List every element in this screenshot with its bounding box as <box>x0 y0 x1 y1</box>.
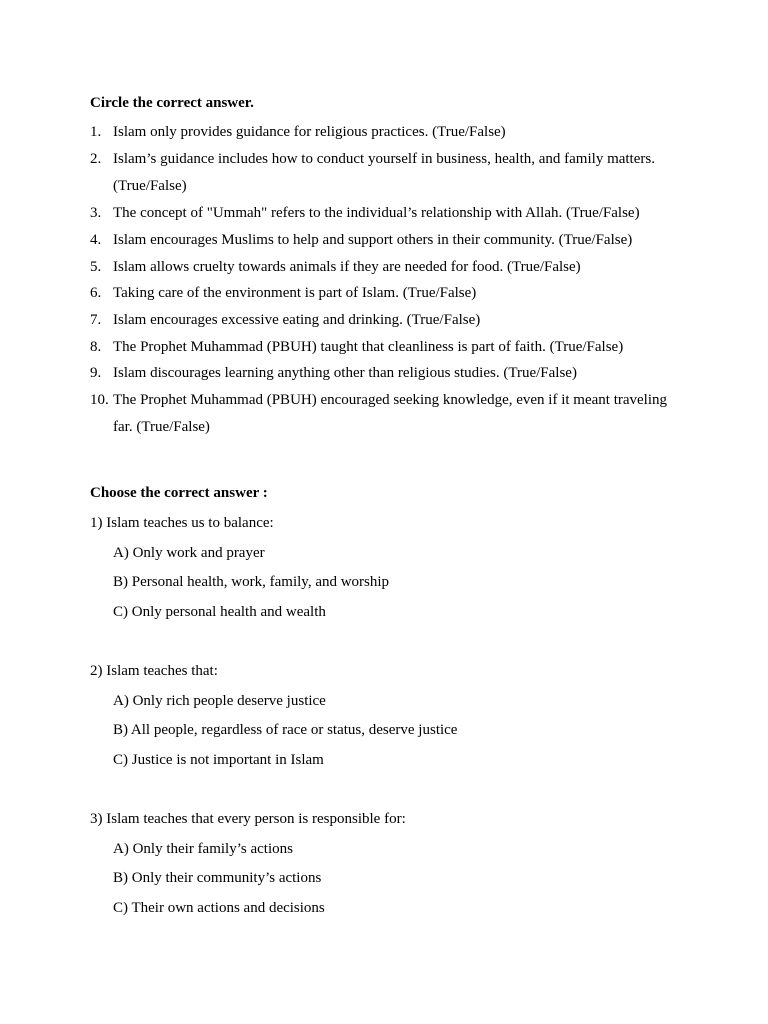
tf-item-number: 9. <box>90 365 102 381</box>
tf-item-text: Taking care of the environment is part of Islam. (True/False) <box>113 285 477 301</box>
tf-item-2 <box>90 150 690 200</box>
mc-question-1: 1) Islam teaches us to balance: <box>90 515 274 531</box>
tf-item-text: The concept of "Ummah" refers to the individual’s relationship with Allah. (True/False) <box>113 205 640 221</box>
tf-item-number: 8. <box>90 339 102 355</box>
tf-item-5 <box>90 258 690 281</box>
tf-item-10 <box>90 391 690 441</box>
mc-question-2: 2) Islam teaches that: <box>90 663 218 679</box>
tf-item-text: Islam’s guidance includes how to conduct yourself in business, health, and family matters. (True/False) <box>113 151 655 194</box>
tf-item-text: Islam only provides guidance for religious practices. (True/False) <box>113 124 506 140</box>
tf-item-7 <box>90 311 690 334</box>
tf-item-1 <box>90 123 690 146</box>
mc-option: B) All people, regardless of race or status, deserve justice <box>113 722 458 738</box>
tf-item-text: Islam allows cruelty towards animals if they are needed for food. (True/False) <box>113 259 581 275</box>
mc-option: C) Only personal health and wealth <box>113 604 326 620</box>
section-heading-true-false: Circle the correct answer. <box>90 95 254 111</box>
tf-item-number: 2. <box>90 151 102 167</box>
tf-item-number: 10. <box>90 392 109 408</box>
tf-item-8 <box>90 338 690 361</box>
tf-item-text: Islam discourages learning anything other than religious studies. (True/False) <box>113 365 577 381</box>
tf-item-6 <box>90 284 690 307</box>
tf-item-number: 6. <box>90 285 102 301</box>
tf-item-number: 7. <box>90 312 102 328</box>
mc-question-3: 3) Islam teaches that every person is responsible for: <box>90 811 406 827</box>
tf-item-3 <box>90 204 690 227</box>
mc-option: B) Only their community’s actions <box>113 870 322 886</box>
tf-item-text: The Prophet Muhammad (PBUH) encouraged seeking knowledge, even if it meant traveling far. (True/False) <box>113 392 668 435</box>
tf-item-text: Islam encourages Muslims to help and support others in their community. (True/False) <box>113 232 633 248</box>
tf-item-number: 5. <box>90 259 102 275</box>
tf-item-text: The Prophet Muhammad (PBUH) taught that cleanliness is part of faith. (True/False) <box>113 339 624 355</box>
tf-item-number: 4. <box>90 232 102 248</box>
tf-item-text: Islam encourages excessive eating and drinking. (True/False) <box>113 312 481 328</box>
mc-option: C) Justice is not important in Islam <box>113 752 324 768</box>
tf-item-4 <box>90 231 690 254</box>
tf-item-number: 3. <box>90 205 102 221</box>
mc-option: C) Their own actions and decisions <box>113 900 325 916</box>
section-heading-multiple-choice: Choose the correct answer : <box>90 485 268 501</box>
mc-option: A) Only rich people deserve justice <box>113 693 326 709</box>
mc-option: A) Only their family’s actions <box>113 841 293 857</box>
mc-option: B) Personal health, work, family, and worship <box>113 574 390 590</box>
tf-item-number: 1. <box>90 124 102 140</box>
tf-item-9 <box>90 364 690 387</box>
mc-option: A) Only work and prayer <box>113 545 265 561</box>
